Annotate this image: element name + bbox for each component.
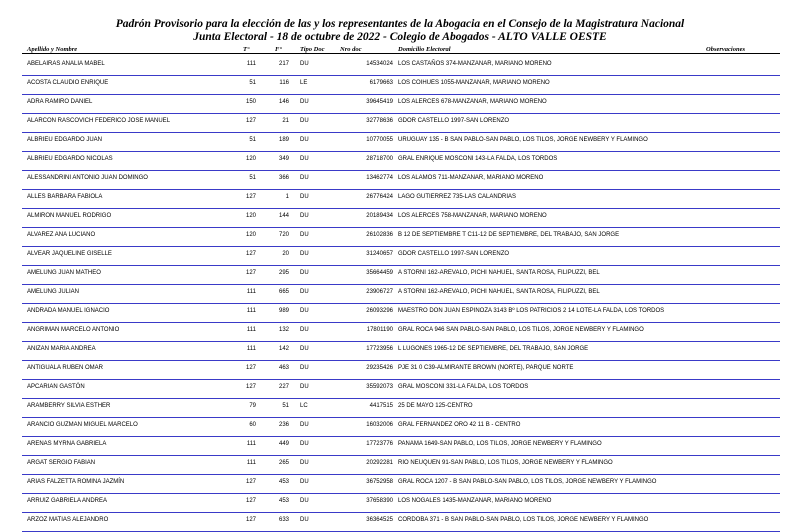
table-row — [0, 266, 800, 285]
column-header-domicilio: Domicilio Electoral — [398, 46, 451, 53]
row-tomo: 79 — [249, 403, 256, 409]
row-domicilio: LOS COIHUES 1055-MANZANAR, MARIANO MORENO — [398, 80, 550, 86]
row-name: ANGRIMAN MARCELO ANTONIO — [27, 327, 120, 333]
row-folio: 453 — [278, 498, 289, 504]
row-tipo-doc: DU — [300, 270, 309, 276]
row-tomo: 120 — [245, 232, 256, 238]
row-nro-doc: 20292281 — [366, 460, 393, 466]
row-name: ABELAIRAS ANALIA MABEL — [27, 61, 105, 67]
row-folio: 20 — [282, 251, 289, 257]
row-domicilio: A STORNI 162-AREVALO, PICHI NAHUEL, SANTA ROSA, FILIPUZZI, BEL — [398, 270, 600, 276]
row-domicilio: LAGO GUTIERREZ 735-LAS CALANDRIAS — [398, 194, 517, 200]
row-nro-doc: 32778636 — [366, 118, 393, 124]
row-name: ARANCIO GUZMAN MIGUEL MARCELO — [27, 422, 138, 428]
row-name: ADRA RAMIRO DANIEL — [27, 99, 93, 105]
row-tomo: 111 — [246, 289, 256, 295]
table-row — [0, 361, 800, 380]
table-row — [0, 190, 800, 209]
table-row — [0, 228, 800, 247]
row-name: ANIZAN MARIA ANDREA — [27, 346, 96, 352]
row-nro-doc: 10770055 — [366, 137, 393, 143]
row-tipo-doc: DU — [300, 232, 309, 238]
row-nro-doc: 4417515 — [369, 403, 393, 409]
row-name: ANTIGUALA RUBEN OMAR — [27, 365, 104, 371]
row-nro-doc: 17723956 — [366, 346, 393, 352]
row-domicilio: B 12 DE SEPTIEMBRE T C11-12 DE SEPTIEMBRE, DEL TRABAJO, SAN JORGE — [398, 232, 620, 238]
row-tomo: 111 — [246, 460, 256, 466]
row-nro-doc: 29235426 — [366, 365, 393, 371]
document-subtitle: Junta Electoral - 18 de octubre de 2022 - Colegio de Abogados - ALTO VALLE OESTE — [193, 31, 607, 43]
row-domicilio: GDOR CASTELLO 1997-SAN LORENZO — [398, 251, 510, 257]
row-domicilio: 25 DE MAYO 125-CENTRO — [398, 403, 473, 409]
row-folio: 265 — [278, 460, 289, 466]
table-row — [0, 95, 800, 114]
row-tomo: 127 — [245, 479, 256, 485]
row-folio: 366 — [278, 175, 289, 181]
table-row — [0, 399, 800, 418]
row-tipo-doc: DU — [300, 365, 309, 371]
row-tipo-doc: DU — [300, 498, 309, 504]
row-tomo: 120 — [245, 213, 256, 219]
row-tomo: 60 — [249, 422, 256, 428]
row-tipo-doc: LE — [300, 80, 308, 86]
row-name: ALVEAR JAQUELINE GISELLE — [27, 251, 112, 257]
row-tipo-doc: DU — [300, 422, 309, 428]
row-tomo: 127 — [245, 517, 256, 523]
row-nro-doc: 17801190 — [366, 327, 393, 333]
row-folio: 453 — [278, 479, 289, 485]
table-row — [0, 152, 800, 171]
row-folio: 1 — [285, 194, 289, 200]
row-nro-doc: 31240657 — [366, 251, 393, 257]
row-name: ARAMBERRY SILVIA ESTHER — [27, 403, 111, 409]
row-folio: 295 — [278, 270, 289, 276]
table-row — [0, 475, 800, 494]
table-row — [0, 380, 800, 399]
row-name: ALLES BARBARA FABIOLA — [27, 194, 103, 200]
column-header-folio: F° — [275, 46, 282, 53]
row-nro-doc: 28718700 — [366, 156, 393, 162]
row-folio: 142 — [278, 346, 289, 352]
row-domicilio: A STORNI 162-AREVALO, PICHI NAHUEL, SANTA ROSA, FILIPUZZI, BEL — [398, 289, 600, 295]
row-tipo-doc: DU — [300, 137, 309, 143]
column-header-tomo: T° — [243, 46, 250, 53]
row-folio: 21 — [282, 118, 289, 124]
row-name: AMELUNG JUAN MATHEO — [27, 270, 101, 276]
row-folio: 189 — [278, 137, 289, 143]
row-folio: 144 — [278, 213, 289, 219]
row-nro-doc: 35592073 — [366, 384, 393, 390]
row-name: AMELUNG JULIAN — [27, 289, 80, 295]
row-tipo-doc: DU — [300, 289, 309, 295]
row-name: ALVAREZ ANA LUCIANO — [27, 232, 96, 238]
row-domicilio: GRAL MOSCONI 331-LA FALDA, LOS TORDOS — [398, 384, 529, 390]
table-row — [0, 209, 800, 228]
table-row — [0, 513, 800, 532]
row-tomo: 127 — [245, 384, 256, 390]
row-folio: 51 — [282, 403, 289, 409]
row-name: ALBRIEU EDGARDO JUAN — [27, 137, 103, 143]
column-header-observaciones: Observaciones — [706, 46, 745, 53]
row-tipo-doc: DU — [300, 479, 309, 485]
table-row — [0, 437, 800, 456]
column-header-nro-doc: Nro doc — [340, 46, 362, 53]
row-domicilio: GDOR CASTELLO 1997-SAN LORENZO — [398, 118, 510, 124]
row-tomo: 127 — [245, 194, 256, 200]
row-folio: 227 — [278, 384, 289, 390]
row-tomo: 127 — [245, 270, 256, 276]
row-folio: 146 — [278, 99, 289, 105]
row-tipo-doc: DU — [300, 194, 309, 200]
row-domicilio: MAESTRO DON JUAN ESPINOZA 3143 Bº LOS PATRICIOS 2 14 LOTE-LA FALDA, LOS TORDOS — [398, 308, 665, 314]
row-domicilio: GRAL ENRIQUE MOSCONI 143-LA FALDA, LOS TORDOS — [398, 156, 558, 162]
row-folio: 116 — [279, 80, 289, 86]
row-tomo: 127 — [245, 251, 256, 257]
row-domicilio: PANAMA 1649-SAN PABLO, LOS TILOS, JORGE NEWBERY Y FLAMINGO — [398, 441, 602, 447]
row-domicilio: PJE 31 0 C39-ALMIRANTE BROWN (NORTE), PARQUE NORTE — [398, 365, 574, 371]
document-title: Padrón Provisorio para la elección de las y los representantes de la Abogacia en el Consejo de la Magistratura Nacional — [115, 18, 685, 30]
column-header-name: Apellido y Nombre — [27, 46, 78, 53]
row-tipo-doc: DU — [300, 251, 309, 257]
row-folio: 236 — [278, 422, 289, 428]
row-name: ARGAT SERGIO FABIAN — [27, 460, 96, 466]
row-domicilio: LOS ALERCES 678-MANZANAR, MARIANO MORENO — [398, 99, 547, 105]
row-tipo-doc: DU — [300, 61, 309, 67]
row-nro-doc: 6179663 — [369, 80, 393, 86]
table-row — [0, 418, 800, 437]
row-domicilio: LOS ALERCES 758-MANZANAR, MARIANO MORENO — [398, 213, 547, 219]
row-domicilio: LOS CASTAÑOS 374-MANZANAR, MARIANO MORENO — [398, 61, 552, 67]
table-row — [0, 133, 800, 152]
row-nro-doc: 13462774 — [366, 175, 393, 181]
row-nro-doc: 26776424 — [366, 194, 393, 200]
row-folio: 720 — [278, 232, 289, 238]
row-tipo-doc: DU — [300, 384, 309, 390]
table-row — [0, 323, 800, 342]
row-nro-doc: 26093296 — [366, 308, 393, 314]
row-tomo: 51 — [249, 175, 256, 181]
row-nro-doc: 36752958 — [366, 479, 393, 485]
row-tomo: 127 — [245, 498, 256, 504]
row-nro-doc: 36364525 — [366, 517, 393, 523]
row-tomo: 111 — [246, 346, 256, 352]
row-nro-doc: 16032006 — [366, 422, 393, 428]
row-tipo-doc: DU — [300, 327, 309, 333]
row-tomo: 150 — [245, 99, 256, 105]
row-tipo-doc: LC — [300, 403, 308, 409]
table-row — [0, 304, 800, 323]
row-folio: 217 — [278, 61, 289, 67]
row-tomo: 120 — [245, 156, 256, 162]
row-nro-doc: 26102836 — [366, 232, 393, 238]
row-name: ALESSANDRINI ANTONIO JUAN DOMINGO — [27, 175, 148, 181]
row-tipo-doc: DU — [300, 308, 309, 314]
row-tipo-doc: DU — [300, 156, 309, 162]
table-row — [0, 76, 800, 95]
table-row — [0, 456, 800, 475]
row-domicilio: L LUGONES 1965-12 DE SEPTIEMBRE, DEL TRABAJO, SAN JORGE — [398, 346, 589, 352]
table-row — [0, 57, 800, 76]
row-folio: 633 — [278, 517, 289, 523]
row-domicilio: GRAL ROCA 1207 - B SAN PABLO-SAN PABLO, LOS TILOS, JORGE NEWBERY Y FLAMINGO — [398, 479, 657, 485]
row-domicilio: URUGUAY 135 - B SAN PABLO-SAN PABLO, LOS TILOS, JORGE NEWBERY Y FLAMINGO — [398, 137, 648, 143]
row-name: ACOSTA CLAUDIO ENRIQUE — [27, 80, 109, 86]
row-tomo: 51 — [249, 80, 256, 86]
column-header-tipo-doc: Tipo Doc — [300, 46, 325, 53]
row-domicilio: GRAL ROCA 946 SAN PABLO-SAN PABLO, LOS TILOS, JORGE NEWBERY Y FLAMINGO — [398, 327, 644, 333]
row-domicilio: GRAL FERNANDEZ ORO 42 11 B - CENTRO — [398, 422, 521, 428]
row-nro-doc: 17723776 — [366, 441, 393, 447]
row-tipo-doc: DU — [300, 175, 309, 181]
row-folio: 449 — [278, 441, 289, 447]
row-tipo-doc: DU — [300, 99, 309, 105]
row-name: ARIAS FALZETTA ROMINA JAZMÍN — [27, 479, 125, 485]
row-tipo-doc: DU — [300, 517, 309, 523]
row-name: ARENAS MYRNA GABRIELA — [27, 441, 107, 447]
row-nro-doc: 39645419 — [366, 99, 393, 105]
row-tipo-doc: DU — [300, 118, 309, 124]
row-tomo: 111 — [246, 61, 256, 67]
row-folio: 665 — [278, 289, 289, 295]
row-folio: 463 — [278, 365, 289, 371]
row-tipo-doc: DU — [300, 460, 309, 466]
row-tomo: 51 — [249, 137, 256, 143]
row-tomo: 111 — [246, 308, 256, 314]
table-row — [0, 285, 800, 304]
row-name: ALARCON RASCOVICH FEDERICO JOSE MANUEL — [27, 118, 171, 124]
row-tipo-doc: DU — [300, 346, 309, 352]
table-row — [0, 171, 800, 190]
row-name: APCARIAN GASTÓN — [27, 384, 85, 390]
row-nro-doc: 23906727 — [366, 289, 393, 295]
row-domicilio: CORDOBA 371 - B SAN PABLO-SAN PABLO, LOS TILOS, JORGE NEWBERY Y FLAMINGO — [398, 517, 649, 523]
row-name: ARZOZ MATIAS ALEJANDRO — [27, 517, 109, 523]
row-tomo: 127 — [245, 118, 256, 124]
row-nro-doc: 37658390 — [366, 498, 393, 504]
row-tipo-doc: DU — [300, 441, 309, 447]
row-name: ANDRADA MANUEL IGNACIO — [27, 308, 110, 314]
table-row — [0, 342, 800, 361]
row-domicilio: LOS NOGALES 1435-MANZANAR, MARIANO MORENO — [398, 498, 552, 504]
row-folio: 349 — [278, 156, 289, 162]
row-folio: 132 — [278, 327, 289, 333]
table-row — [0, 247, 800, 266]
row-folio: 989 — [278, 308, 289, 314]
table-row — [0, 494, 800, 513]
table-row — [0, 114, 800, 133]
row-name: ARRUIZ GABRIELA ANDREA — [27, 498, 108, 504]
row-nro-doc: 14534024 — [366, 61, 393, 67]
row-nro-doc: 20189434 — [366, 213, 393, 219]
row-tomo: 111 — [246, 327, 256, 333]
row-name: ALMIRON MANUEL RODRIGO — [27, 213, 112, 219]
row-tomo: 111 — [246, 441, 256, 447]
row-tipo-doc: DU — [300, 213, 309, 219]
row-tomo: 127 — [245, 365, 256, 371]
row-name: ALBRIEU EDGARDO NICOLAS — [27, 156, 113, 162]
row-domicilio: LOS ALAMOS 711-MANZANAR, MARIANO MORENO — [398, 175, 544, 181]
row-domicilio: RIO NEUQUEN 91-SAN PABLO, LOS TILOS, JORGE NEWBERY Y FLAMINGO — [398, 460, 613, 466]
row-nro-doc: 35664459 — [366, 270, 393, 276]
